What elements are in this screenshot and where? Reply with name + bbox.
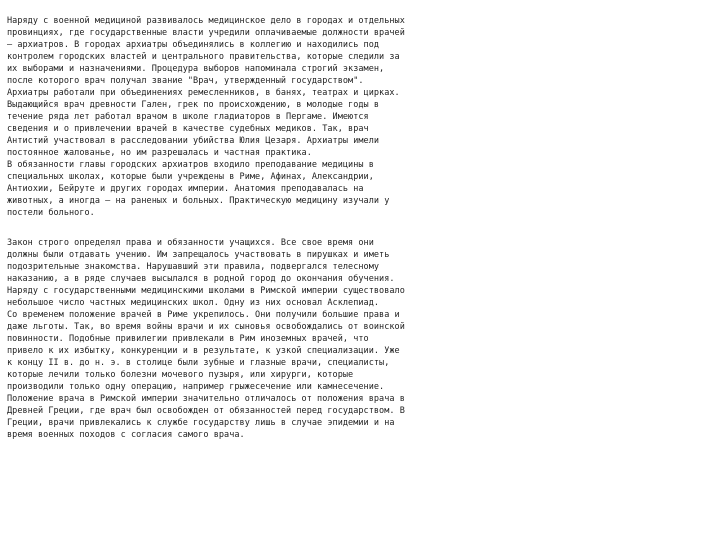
text-line: течение ряда лет работал врачом в школе гладиаторов в Пергаме. Имеются	[7, 112, 369, 122]
text-line: привело к их избытку, конкуренции и в результате, к узкой специализации. Уже	[7, 346, 400, 356]
text-line: – архиатров. В городах архиатры объединялись в коллегию и находились под	[7, 40, 380, 50]
text-line: к концу II в. до н. э. в столице были зубные и глазные врачи, специалисты,	[7, 358, 390, 368]
text-line: постели больного.	[7, 208, 95, 218]
text-line: должны были отдавать учению. Им запрещалось участвовать в пирушках и иметь	[7, 250, 390, 260]
text-line: сведения и о привлечении врачей в качестве судебных медиков. Так, врач	[7, 124, 369, 134]
text-line: их выборами и назначениями. Процедура выборов напоминала строгий экзамен,	[7, 64, 385, 74]
text-line: постоянное жалованье, но им разрешалась и частная практика.	[7, 148, 312, 158]
text-line: Положение врача в Римской империи значительно отличалось от положения врача в	[7, 394, 405, 404]
text-line: Антиохии, Бейруте и других городах империи. Анатомия преподавалась на	[7, 184, 364, 194]
text-line: время военных походов с согласия самого врача.	[7, 430, 245, 440]
paragraph-1	[7, 15, 713, 219]
text-line: производили только одну операцию, например грыжесечение или камнесечение.	[7, 382, 385, 392]
text-line: которые лечили только болезни мочевого пузыря, или хирурги, которые	[7, 370, 354, 380]
text-line: провинциях, где государственные власти учредили оплачиваемые должности врачей	[7, 28, 405, 38]
text-line: небольшое число частных медицинских школ. Одну из них основал Асклепиад.	[7, 298, 380, 308]
paragraph-2	[7, 237, 713, 441]
text-line: после которого врач получал звание "Врач, утвержденный государством".	[7, 76, 364, 86]
text-line: контролем городских властей и центрального правительства, которые следили за	[7, 52, 400, 62]
text-line: Греции, врачи привлекались к службе государству лишь в случае эпидемии и на	[7, 418, 395, 428]
text-line: Архиатры работали при объединениях ремесленников, в банях, театрах и цирках.	[7, 88, 400, 98]
text-line: Закон строго определял права и обязанности учащихся. Все свое время они	[7, 238, 374, 248]
text-line: Со временем положение врачей в Риме укрепилось. Они получили большие права и	[7, 310, 400, 320]
text-line: Выдающийся врач древности Гален, грек по происхождению, в молодые годы в	[7, 100, 380, 110]
text-line: Древней Греции, где врач был освобожден от обязанностей перед государством. В	[7, 406, 405, 416]
text-line: Антистий участвовал в расследовании убийства Юлия Цезаря. Архиатры имели	[7, 136, 380, 146]
text-line: специальных школах, которые были учреждены в Риме, Афинах, Александрии,	[7, 172, 374, 182]
text-line: наказанию, а в ряде случаев высылался в родной город до окончания обучения.	[7, 274, 395, 284]
text-line: подозрительные знакомства. Нарушавший эти правила, подвергался телесному	[7, 262, 380, 272]
text-line: животных, а иногда – на раненых и больных. Практическую медицину изучали у	[7, 196, 390, 206]
text-line: повинности. Подобные привилегии привлекали в Рим иноземных врачей, что	[7, 334, 369, 344]
text-line: В обязанности главы городских архиатров входило преподавание медицины в	[7, 160, 374, 170]
text-line: Наряду с государственными медицинскими школами в Римской империи существовало	[7, 286, 405, 296]
text-line: Наряду с военной медициной развивалось медицинское дело в городах и отдельных	[7, 16, 405, 26]
text-line: даже льготы. Так, во время войны врачи и их сыновья освобождались от воинской	[7, 322, 405, 332]
